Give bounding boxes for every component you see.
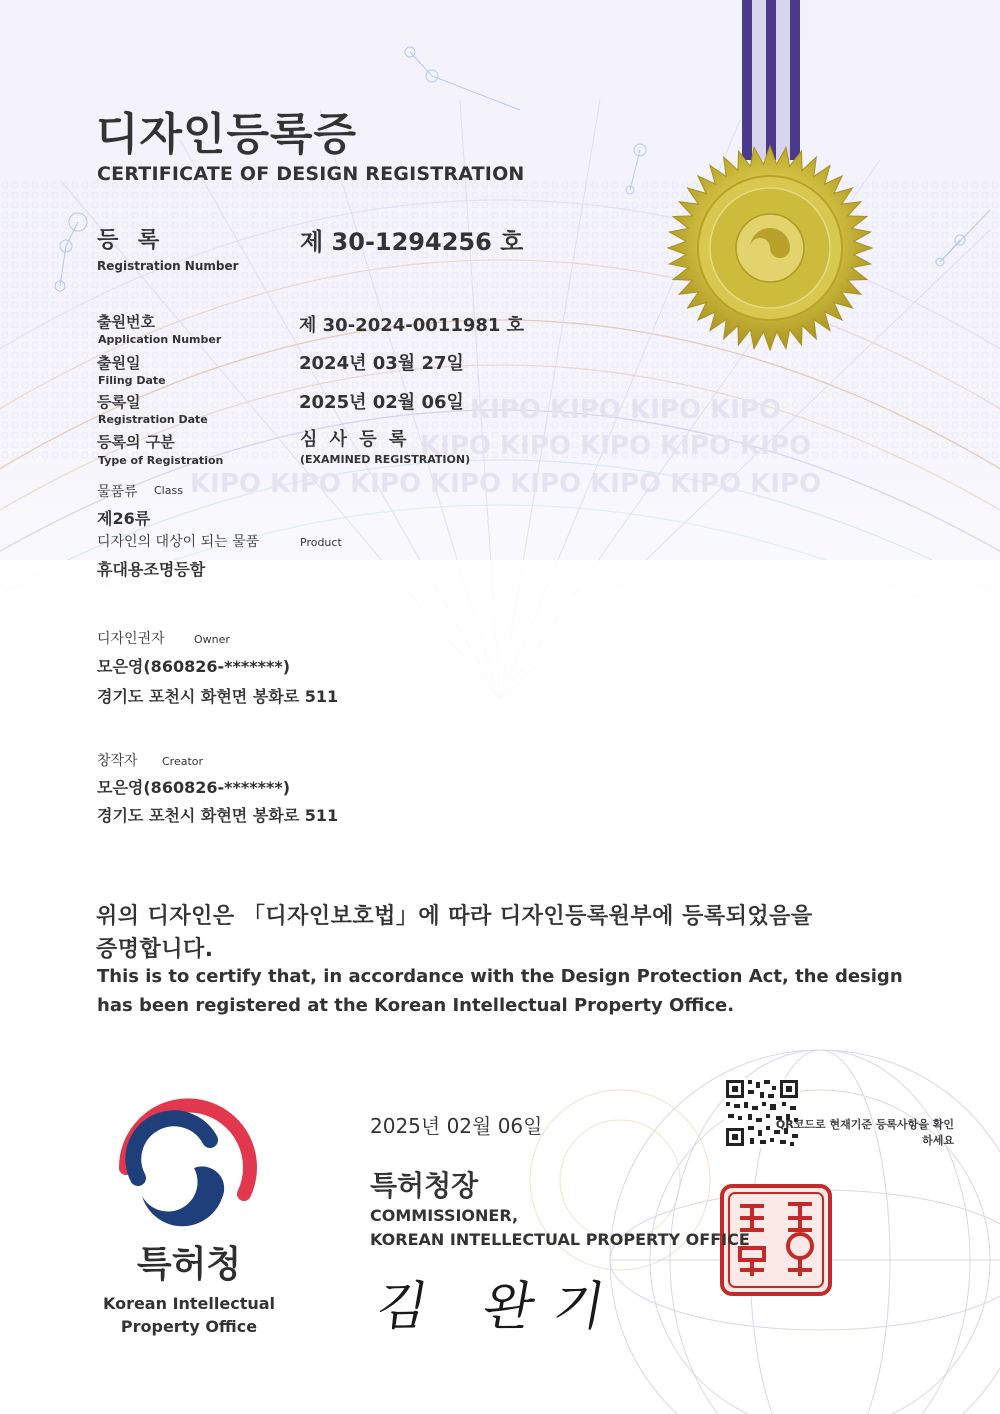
commissioner-title-en-line2: KOREAN INTELLECTUAL PROPERTY OFFICE	[370, 1230, 750, 1249]
class-value: 제26류	[97, 509, 151, 528]
creator-label-en: Creator	[162, 755, 204, 768]
registration-type-label-ko: 등록의 구분	[97, 433, 175, 451]
registration-date-value: 2025년 02월 06일	[299, 392, 464, 413]
declaration-en-line1: This is to certify that, in accordance with the Design Protection Act, the design	[97, 966, 903, 987]
declaration-ko-line2: 증명합니다.	[96, 937, 214, 962]
registration-type-label-en: Type of Registration	[98, 454, 224, 467]
handwritten-signature: 김 완기	[371, 1277, 630, 1337]
svg-text:KIPO KIPO KIPO KIPO KIPO KIPO: KIPO KIPO KIPO KIPO KIPO KIPO KIPO KIPO	[190, 469, 822, 499]
class-label-en: Class	[154, 484, 183, 497]
application-number-value: 제 30-2024-0011981 호	[299, 315, 525, 336]
application-number-label-en: Application Number	[98, 333, 222, 346]
registration-label-en: Registration Number	[97, 259, 239, 273]
gold-seal	[668, 146, 872, 350]
svg-text:KIPO KIPO KIPO KIPO: KIPO KIPO KIPO KIPO	[470, 395, 782, 425]
organization-name-ko: 특허청	[136, 1244, 242, 1285]
registration-date-label-en: Registration Date	[98, 413, 208, 426]
product-label-en: Product	[300, 536, 342, 549]
ribbon	[742, 0, 800, 160]
filing-date-label-ko: 출원일	[97, 354, 141, 372]
svg-text:KIPO KIPO KIPO KIPO KIPO: KIPO KIPO KIPO KIPO KIPO	[420, 431, 812, 461]
certificate-title-en: CERTIFICATE OF DESIGN REGISTRATION	[97, 163, 525, 185]
filing-date-label-en: Filing Date	[98, 374, 166, 387]
product-label-ko: 디자인의 대상이 되는 물품	[97, 534, 260, 550]
filing-date-value: 2024년 03월 27일	[299, 353, 464, 374]
product-value: 휴대용조명등함	[97, 560, 206, 579]
registration-label-ko: 등 록	[97, 228, 166, 253]
owner-label-ko: 디자인권자	[97, 631, 165, 647]
registration-number: 제 30-1294256 호	[300, 228, 524, 256]
organization-name-en: Korean Intellectual Property Office	[102, 1294, 276, 1336]
registration-type-value-en: (EXAMINED REGISTRATION)	[300, 453, 471, 466]
issue-date: 2025년 02월 06일	[370, 1114, 543, 1138]
registration-type-value-ko: 심 사 등 록	[300, 429, 410, 450]
registration-date-label-ko: 등록일	[97, 393, 141, 411]
owner-label-en: Owner	[194, 633, 230, 646]
commissioner-title-en-line1: COMMISSIONER,	[370, 1206, 519, 1225]
commissioner-title-ko: 특허청장	[370, 1169, 479, 1202]
owner-address: 경기도 포천시 화현면 봉화로 511	[97, 687, 339, 706]
class-label-ko: 물품류	[97, 484, 138, 500]
qr-code-note: QR코드로 현재기준 등록사항을 확인하세요	[775, 1118, 954, 1147]
owner-name: 모은영(860826-*******)	[97, 657, 291, 676]
declaration-ko-line1: 위의 디자인은 「디자인보호법」에 따라 디자인등록원부에 등록되었음을	[96, 904, 813, 929]
creator-name: 모은영(860826-*******)	[97, 778, 291, 797]
application-number-label-ko: 출원번호	[97, 313, 155, 331]
creator-address: 경기도 포천시 화현면 봉화로 511	[97, 806, 339, 825]
declaration-en-line2: has been registered at the Korean Intellectual Property Office.	[97, 995, 735, 1016]
certificate-title-ko: 디자인등록증	[96, 109, 358, 160]
creator-label-ko: 창작자	[97, 753, 138, 769]
